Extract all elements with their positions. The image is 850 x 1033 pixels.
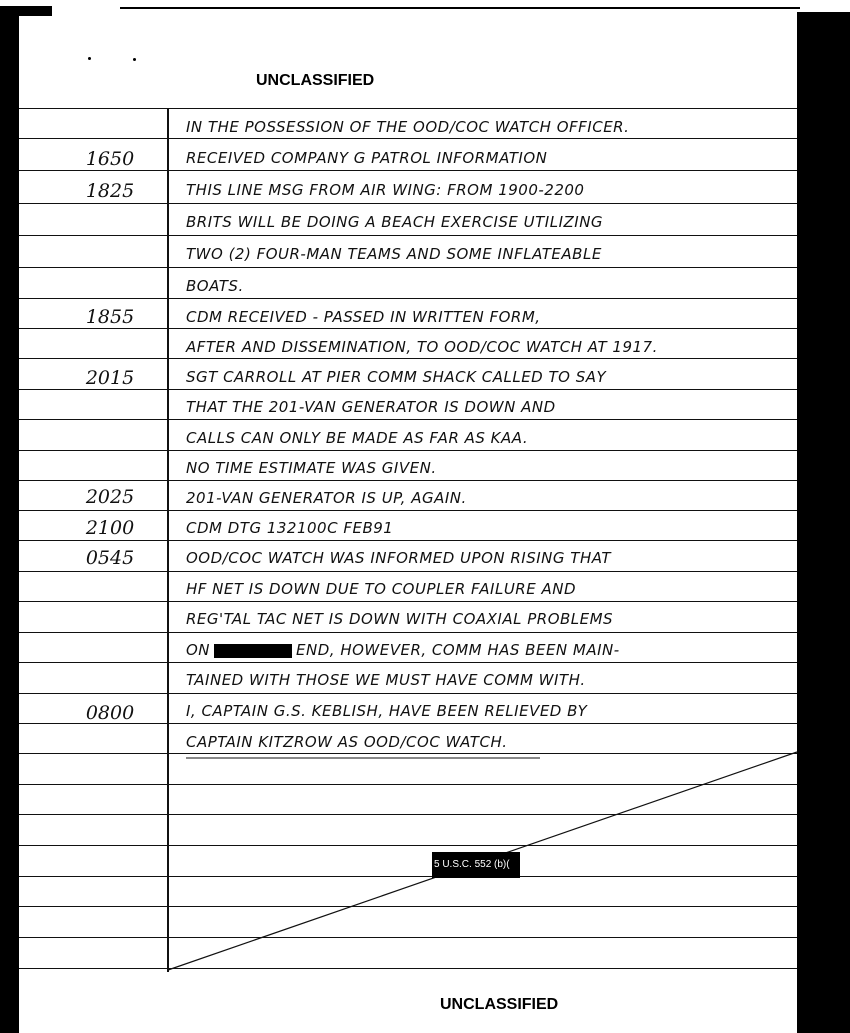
log-entry-line: CDM DTG 132100C FEB91 <box>186 519 394 537</box>
log-entry-line: HF NET IS DOWN DUE TO COUPLER FAILURE AND <box>186 580 577 598</box>
log-time: 2015 <box>85 367 135 389</box>
log-time: 1825 <box>85 180 135 202</box>
log-entry-line: TAINED WITH THOSE WE MUST HAVE COMM WITH. <box>186 671 586 689</box>
log-entry-fragment: END, HOWEVER, COMM HAS BEEN MAIN- <box>296 641 620 659</box>
log-entry-line: THAT THE 201-VAN GENERATOR IS DOWN AND <box>186 398 556 416</box>
log-time: 2025 <box>85 486 135 508</box>
log-time: 2100 <box>85 517 135 539</box>
log-entry-line: CAPTAIN KITZROW AS OOD/COC WATCH. <box>186 733 508 751</box>
log-entry-line: AFTER AND DISSEMINATION, TO OOD/COC WATCH AT 1917. <box>186 338 658 356</box>
classification-footer: UNCLASSIFIED <box>440 996 559 1013</box>
log-entry-line: SGT CARROLL AT PIER COMM SHACK CALLED TO SAY <box>186 368 607 386</box>
log-time: 1650 <box>85 148 135 170</box>
log-entry-line: I, CAPTAIN G.S. KEBLISH, HAVE BEEN RELIEVED BY <box>186 702 588 720</box>
log-entry-line: IN THE POSSESSION OF THE OOD/COC WATCH OFFICER. <box>186 118 630 136</box>
log-entry-line: CDM RECEIVED - PASSED IN WRITTEN FORM, <box>186 308 541 326</box>
log-entry-line: BOATS. <box>186 277 244 295</box>
redaction-exemption-box: 5 U.S.C. 552 (b)( <box>432 852 520 878</box>
log-entry-line: TWO (2) FOUR-MAN TEAMS AND SOME INFLATEABLE <box>186 245 602 263</box>
log-entry-line: NO TIME ESTIMATE WAS GIVEN. <box>186 459 437 477</box>
log-time: 1855 <box>85 306 135 328</box>
log-entry-line: RECEIVED COMPANY G PATROL INFORMATION <box>186 149 548 167</box>
log-entry-line: OOD/COC WATCH WAS INFORMED UPON RISING THAT <box>186 549 612 567</box>
log-time: 0800 <box>85 702 135 724</box>
log-entry-line: 201-VAN GENERATOR IS UP, AGAIN. <box>186 489 467 507</box>
log-time: 0545 <box>85 547 135 569</box>
log-entry-fragment: ON <box>186 641 211 659</box>
log-entry-line: CALLS CAN ONLY BE MADE AS FAR AS KAA. <box>186 429 529 447</box>
log-entry-line: REG'TAL TAC NET IS DOWN WITH COAXIAL PROBLEMS <box>186 610 614 628</box>
log-entry-line: BRITS WILL BE DOING A BEACH EXERCISE UTILIZING <box>186 213 604 231</box>
classification-header: UNCLASSIFIED <box>256 72 375 89</box>
log-entry-line: THIS LINE MSG FROM AIR WING: FROM 1900-2200 <box>186 181 585 199</box>
